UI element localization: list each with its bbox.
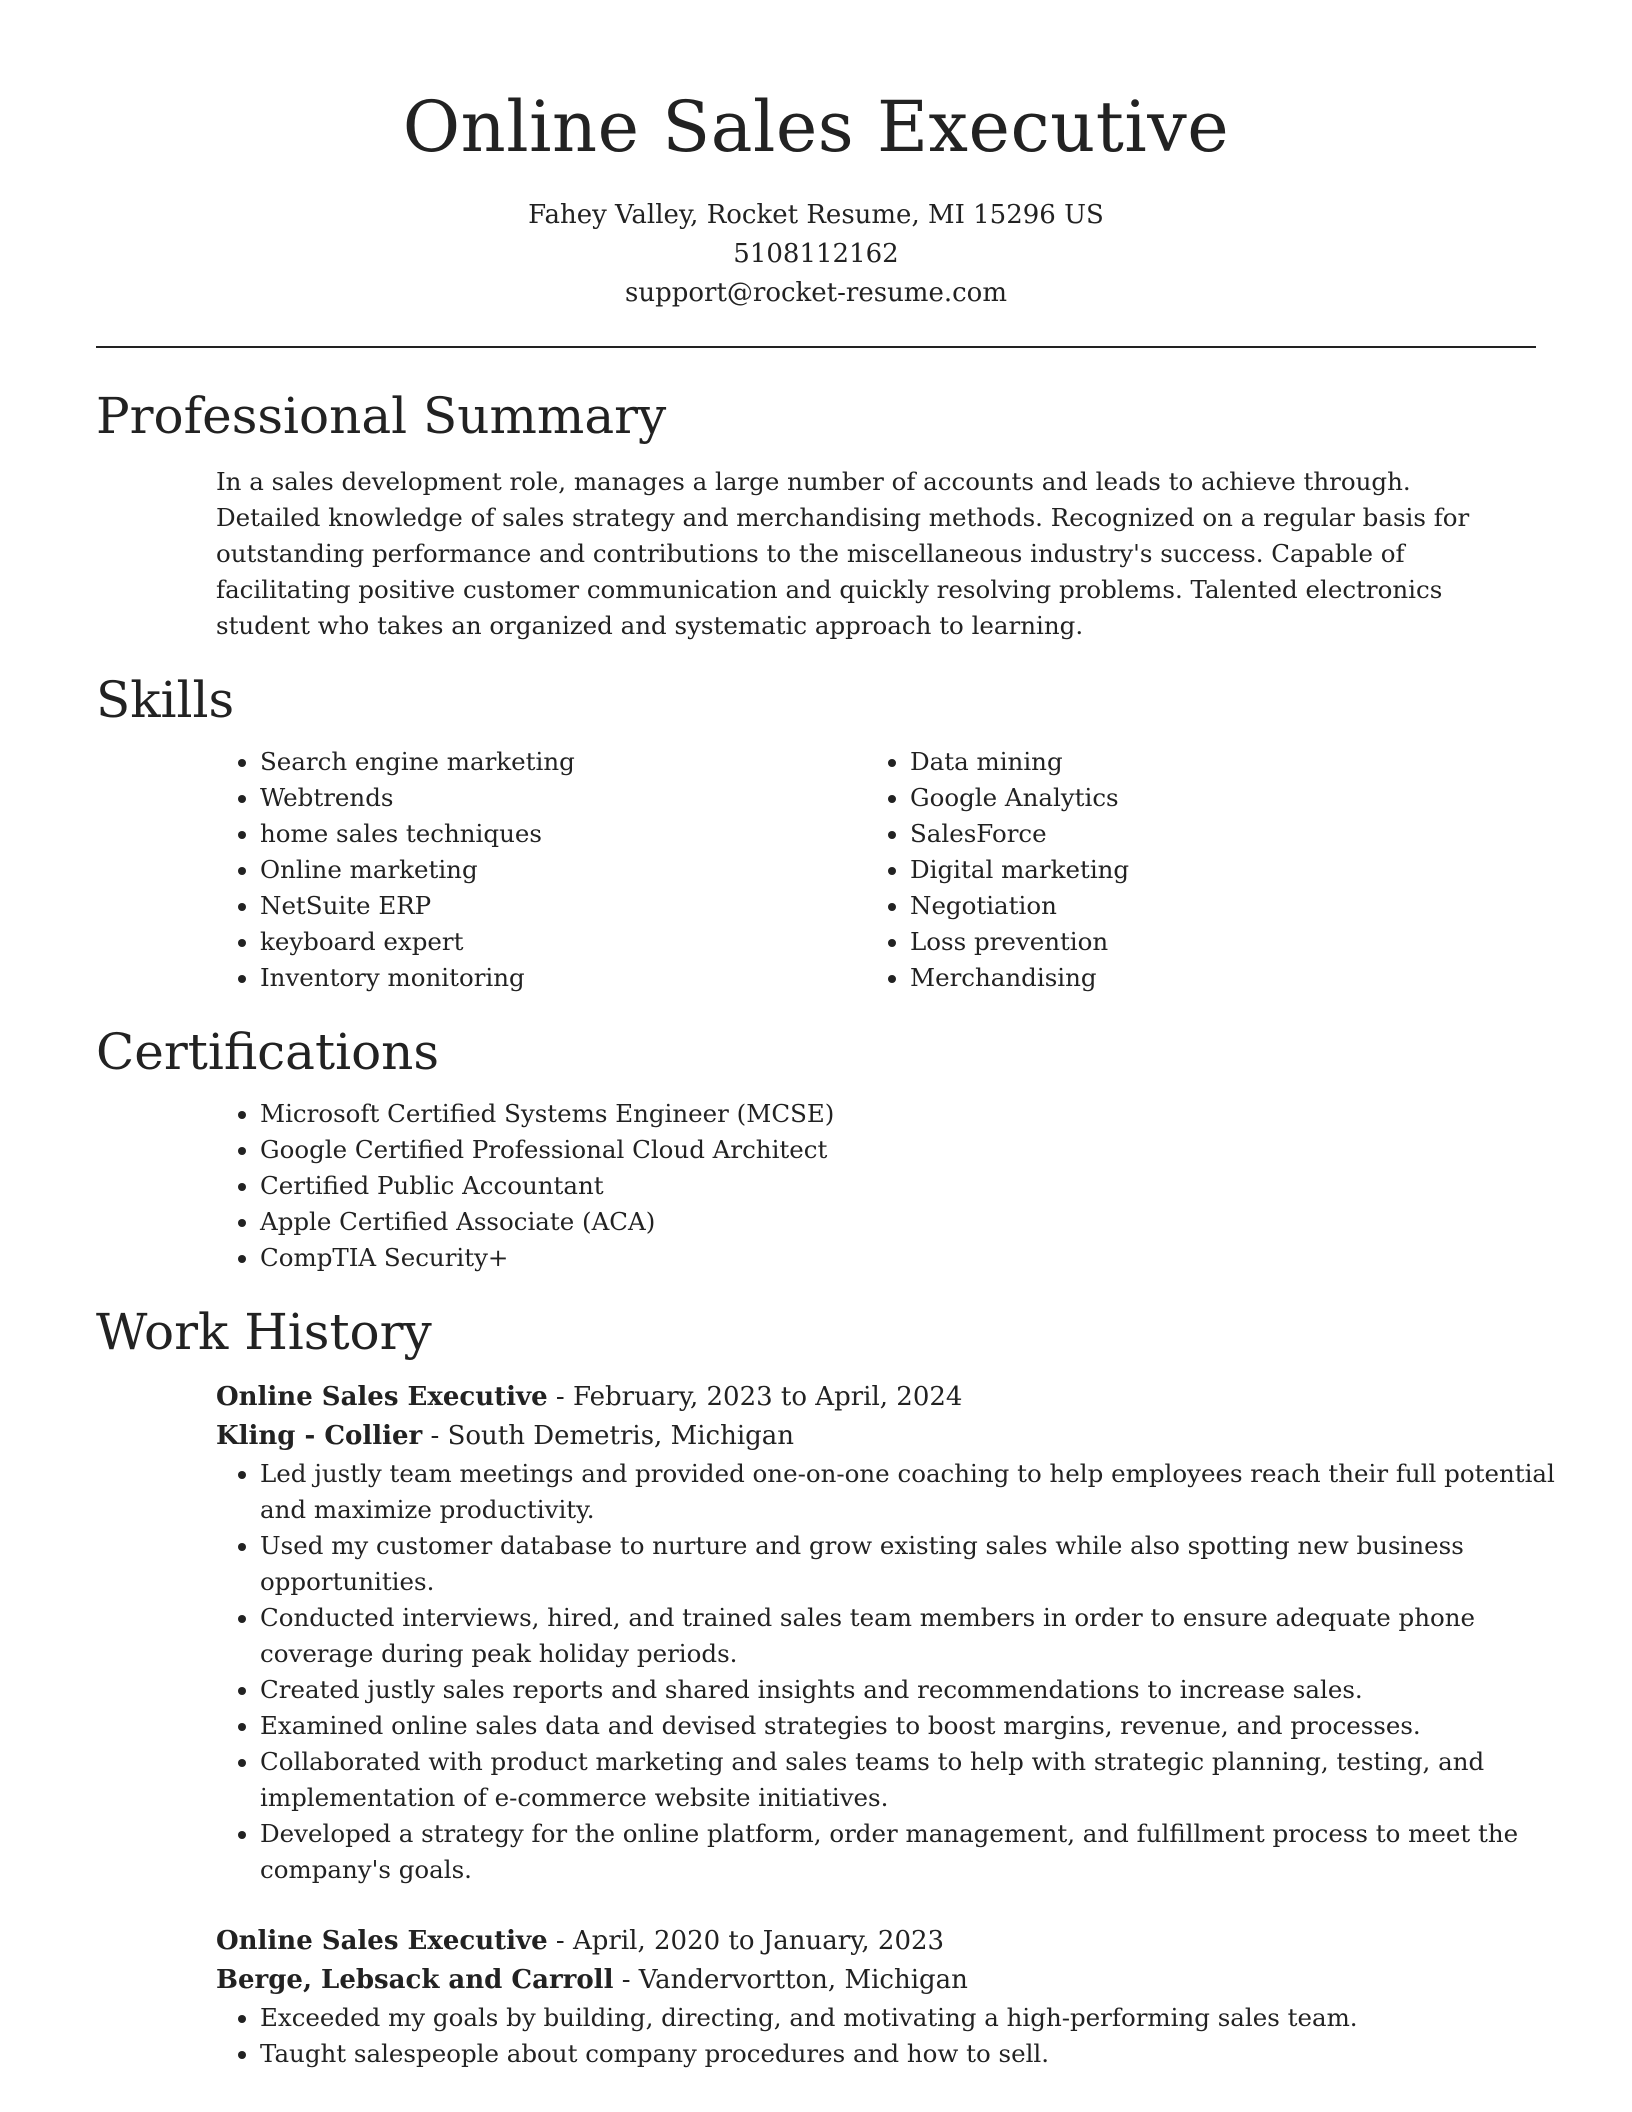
job-duty: • Examined online sales data and devised strategies to boost margins, revenue, and processes. [260,1708,1570,1744]
skill-item: • Merchandising [910,960,1516,996]
job-title-line [216,1922,1536,1961]
job-company-line [216,1417,1536,1456]
resume-header [96,0,1536,313]
skill-item: • NetSuite ERP [260,888,866,924]
certification-item: • Google Certified Professional Cloud Architect [260,1132,1536,1168]
job-location: - South Demetris, Michigan [422,1421,795,1451]
job-duty: • Led justly team meetings and provided one-on-one coaching to help employees reach their full potential and maximize productivity. [260,1456,1570,1528]
skills-section [96,668,1536,996]
certification-item: • Microsoft Certified Systems Engineer (MCSE) [260,1096,1536,1132]
job-duty: • Created justly sales reports and shared insights and recommendations to increase sales. [260,1672,1570,1708]
candidate-name: Online Sales Executive [402,86,1230,168]
email: support@rocket-resume.com [624,278,1007,308]
job-duties-list [216,2000,1570,2072]
skill-item: • Inventory monitoring [260,960,866,996]
skill-item: • Webtrends [260,780,866,816]
job-title-line [216,1378,1536,1417]
job-entry [216,1922,1536,2072]
header-divider [96,346,1536,348]
job-role: Online Sales Executive [216,1926,548,1956]
phone: 5108112162 [733,239,899,269]
work-history-section [96,1300,1555,2072]
job-role: Online Sales Executive [216,1382,548,1412]
job-company-line [216,1961,1536,2000]
skills-heading: Skills [96,671,235,729]
skill-item: • Loss prevention [910,924,1516,960]
address: Fahey Valley, Rocket Resume, MI 15296 US [528,200,1104,230]
certification-item: • Certified Public Accountant [260,1168,1536,1204]
certification-item: • CompTIA Security+ [260,1240,1536,1276]
certifications-list [216,1096,1536,1276]
contact-block [96,196,1536,313]
job-duty: • Conducted interviews, hired, and trained sales team members in order to ensure adequate phone coverage during peak holiday periods. [260,1600,1570,1672]
skill-item: • SalesForce [910,816,1516,852]
skill-item: • home sales techniques [260,816,866,852]
skill-item: • Negotiation [910,888,1516,924]
job-location: - Vandervortton, Michigan [613,1965,968,1995]
certifications-heading: Certifications [96,1023,440,1081]
job-company: Kling - Collier [216,1421,423,1451]
skills-column-right [866,744,1516,996]
summary-section [96,384,1536,644]
skill-item: • Digital marketing [910,852,1516,888]
certification-item: • Apple Certified Associate (ACA) [260,1204,1536,1240]
job-duty: • Collaborated with product marketing and sales teams to help with strategic planning, testing, and implementation of e-commerce website initiatives. [260,1744,1570,1816]
job-entry [216,1378,1555,1888]
skill-item: • Google Analytics [910,780,1516,816]
summary-heading: Professional Summary [96,387,667,445]
job-dates: - February, 2023 to April, 2024 [547,1382,963,1412]
resume-page [96,0,1555,2072]
job-duty: • Used my customer database to nurture and grow existing sales while also spotting new business opportunities. [260,1528,1570,1600]
job-duty: • Taught salespeople about company procedures and how to sell. [260,2036,1570,2072]
skills-columns [216,744,1536,996]
summary-text: In a sales development role, manages a large number of accounts and leads to achieve through. Detailed knowledge of sales strategy and merchandising methods. Recognized on a regular basis for outstanding performance and contributions to the miscellaneous industry's success. Capable of facilitating positive customer communication and quickly resolving problems. Talented electronics student who takes an organized and systematic approach to learning. [216,467,1470,640]
skill-item: • Online marketing [260,852,866,888]
work-history-heading: Work History [96,1303,432,1361]
skill-item: • Search engine marketing [260,744,866,780]
skill-item: • Data mining [910,744,1516,780]
certifications-section [96,1020,1536,1276]
job-duties-list [216,1456,1570,1888]
job-dates: - April, 2020 to January, 2023 [547,1926,945,1956]
job-duty: • Developed a strategy for the online platform, order management, and fulfillment process to meet the company's goals. [260,1816,1570,1888]
job-company: Berge, Lebsack and Carroll [216,1965,614,1995]
job-duty: • Exceeded my goals by building, directing, and motivating a high-performing sales team. [260,2000,1570,2036]
skills-column-left [216,744,866,996]
skill-item: • keyboard expert [260,924,866,960]
